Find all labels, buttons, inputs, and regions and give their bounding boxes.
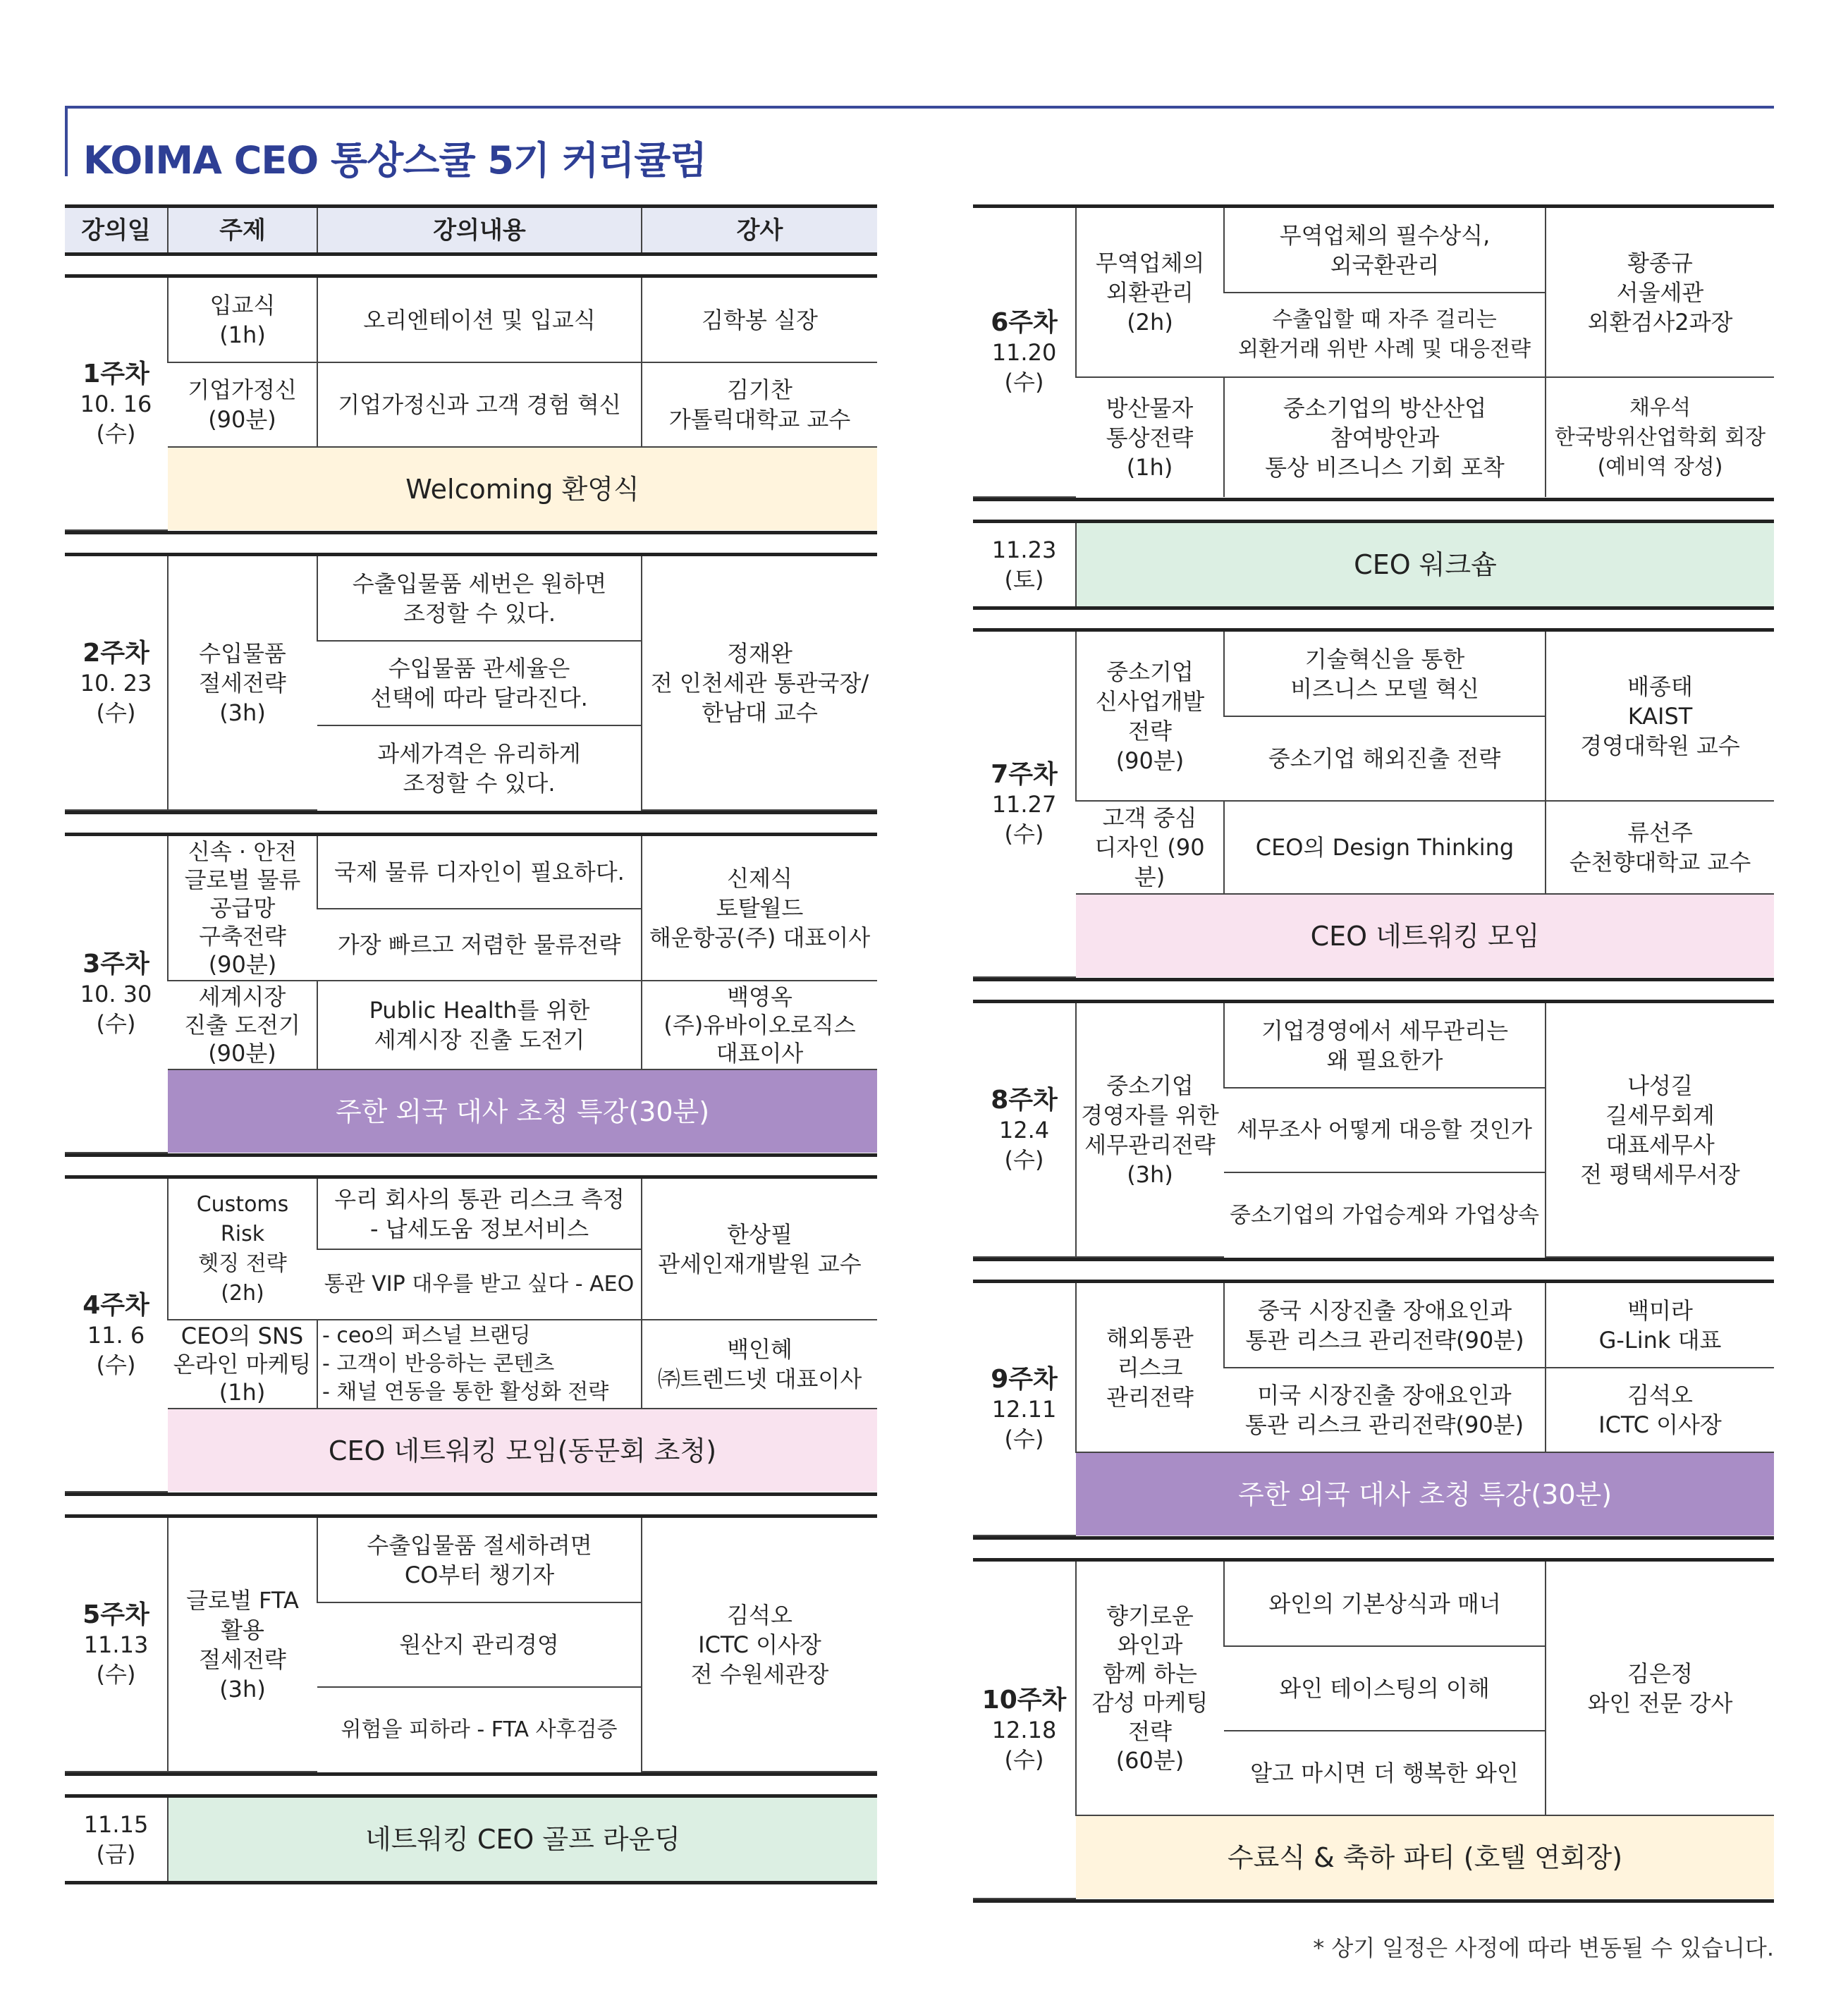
week-9	[973, 1280, 1774, 1540]
instructor-cell: 김석오 ICTC 이사장 전 수원세관장	[642, 1518, 877, 1772]
content-cell: 가장 빠르고 저렴한 물류전략	[317, 909, 642, 981]
topic-cell: 수입물품 절세전략 (3h)	[168, 556, 317, 810]
content-cell: 위험을 피하라 - FTA 사후검증	[341, 1717, 618, 1742]
event-date: 11.23	[991, 536, 1057, 563]
topic-cell: 중소기업 신사업개발 전략 (90분)	[1076, 632, 1224, 801]
week-10	[973, 1558, 1774, 1903]
week-date: 12.4	[998, 1116, 1050, 1143]
topic-cell: 신속 · 안전 글로벌 물류 공급망 구축전략 (90분)	[168, 836, 317, 981]
topic-cell: 향기로운 와인과 함께 하는 감성 마케팅 전략 (60분)	[1076, 1562, 1224, 1815]
week-label: 2주차	[82, 638, 149, 668]
instructor-cell: 배종태 KAIST 경영대학원 교수	[1546, 632, 1774, 801]
topic-cell: 글로벌 FTA 활용 절세전략 (3h)	[168, 1518, 317, 1772]
instructor-cell: 나성길 길세무회계 대표세무사 전 평택세무서장	[1546, 1003, 1774, 1257]
instructor-cell: 김석오 ICTC 이사장	[1546, 1368, 1774, 1452]
topic-cell: Customs Risk 헷징 전략 (2h)	[168, 1179, 317, 1320]
content-cell: 수출입할 때 자주 걸리는 외환거래 위반 사례 및 대응전략	[1224, 293, 1546, 377]
topic-cell: CEO의 SNS 온라인 마케팅 (1h)	[168, 1320, 317, 1409]
week-label: 5주차	[82, 1600, 149, 1629]
content-cell: 와인 테이스팅의 이해	[1224, 1646, 1546, 1731]
week-day: (수)	[1004, 1746, 1044, 1773]
content-cell: 중소기업의 방산산업 참여방안과 통상 비즈니스 기회 포착	[1224, 377, 1546, 497]
event-banner: CEO 네트워킹 모임(동문회 초청)	[168, 1409, 877, 1492]
week-date: 12.11	[991, 1395, 1057, 1423]
topic-cell: 고객 중심 디자인 (90분)	[1076, 801, 1224, 894]
title-accent-bar	[65, 106, 68, 176]
topic-cell: 해외통관 리스크 관리전략	[1076, 1283, 1224, 1452]
topic-cell: 방산물자 통상전략 (1h)	[1106, 394, 1194, 481]
content-cell: 중소기업 해외진출 전략	[1224, 716, 1546, 801]
content-cell: 기업경영에서 세무관리는 왜 필요한가	[1224, 1003, 1546, 1088]
event-banner: 네트워킹 CEO 골프 라운딩	[168, 1798, 877, 1881]
instructor-cell: 채우석 한국방위산업학회 회장 (예비역 장성)	[1546, 377, 1774, 497]
content-cell: 세무조사 어떻게 대응할 것인가	[1224, 1088, 1546, 1172]
content-cell: 중국 시장진출 장애요인과 통관 리스크 관리전략(90분)	[1224, 1283, 1546, 1368]
page-title: KOIMA CEO 통상스쿨 5기 커리큘럼	[83, 138, 706, 183]
week-date: 11.13	[83, 1631, 149, 1658]
instructor-cell: 백인혜 ㈜트렌드넷 대표이사	[642, 1320, 877, 1409]
topic-cell: 기업가정신 (90분)	[168, 362, 317, 447]
footnote: * 상기 일정은 사정에 따라 변동될 수 있습니다.	[1313, 1935, 1774, 1961]
week-day: (수)	[96, 419, 136, 447]
week-label: 8주차	[991, 1085, 1058, 1115]
table-header	[65, 204, 877, 256]
instructor-cell: 황종규 서울세관 외환검사2과장	[1546, 208, 1774, 377]
week-3-date	[65, 836, 168, 1153]
event-day: (금)	[96, 1841, 136, 1868]
event-day: (토)	[1004, 566, 1044, 593]
week-3	[65, 833, 877, 1157]
content-cell: Public Health를 위한 세계시장 진출 도전기	[317, 981, 642, 1069]
week-label: 3주차	[82, 950, 149, 979]
week-day: (수)	[96, 699, 136, 726]
week-9-date	[973, 1283, 1076, 1535]
topic-cell: 무역업체의 외환관리 (2h)	[1076, 208, 1224, 377]
week-day: (수)	[96, 1351, 136, 1378]
instructor-cell: 정재완 전 인천세관 통관국장/ 한남대 교수	[642, 556, 877, 810]
event-banner: CEO 네트워킹 모임	[1076, 894, 1774, 977]
week-6-date	[973, 208, 1076, 497]
event-banner: CEO 워크숍	[1076, 523, 1774, 606]
content-cell: 와인의 기본상식과 매너	[1224, 1562, 1546, 1646]
content-cell: 미국 시장진출 장애요인과 통관 리스크 관리전략(90분)	[1224, 1368, 1546, 1452]
week-day: (수)	[1004, 1425, 1044, 1452]
week-5-date	[65, 1518, 168, 1772]
content-cell: 수입물품 관세율은 선택에 따라 달라진다.	[317, 641, 642, 725]
instructor-cell: 김은정 와인 전문 강사	[1546, 1562, 1774, 1815]
week-8	[973, 1000, 1774, 1261]
content-cell: 수출입물품 절세하려면 CO부터 챙기자	[317, 1518, 642, 1602]
week-2	[65, 553, 877, 814]
workshop-date	[973, 523, 1076, 606]
week-7	[973, 628, 1774, 981]
golf-date	[65, 1798, 168, 1881]
week-label: 7주차	[991, 759, 1058, 789]
instructor-cell: 신제식 토탈월드 해운항공(주) 대표이사	[642, 836, 877, 981]
week-date: 11.20	[991, 338, 1057, 366]
content-cell: 원산지 관리경영	[317, 1602, 642, 1687]
event-date: 11.15	[83, 1811, 149, 1838]
week-4-date	[65, 1179, 168, 1492]
content-cell: 알고 마시면 더 행복한 와인	[1224, 1731, 1546, 1815]
event-banner: 수료식 & 축하 파티 (호텔 연회장)	[1076, 1815, 1774, 1899]
week-5	[65, 1514, 877, 1776]
week-6	[973, 204, 1774, 501]
header-date: 강의일	[65, 207, 168, 255]
workshop-event	[973, 520, 1774, 610]
week-label: 1주차	[82, 359, 149, 388]
week-label: 4주차	[82, 1290, 149, 1320]
week-date: 12.18	[991, 1716, 1057, 1743]
topic-cell: 입교식 (1h)	[168, 278, 317, 362]
content-cell: 수출입물품 세번은 원하면 조정할 수 있다.	[317, 556, 642, 641]
header-instructor: 강사	[642, 207, 877, 255]
instructor-cell: 백영옥 (주)유바이오로직스 대표이사	[642, 981, 877, 1069]
week-day: (수)	[1004, 820, 1044, 847]
instructor-cell: 류선주 순천향대학교 교수	[1546, 801, 1774, 894]
event-banner: 주한 외국 대사 초청 특강(30분)	[1076, 1452, 1774, 1535]
content-cell: 통관 VIP 대우를 받고 싶다 - AEO	[317, 1249, 642, 1320]
instructor-cell: 김기찬 가톨릭대학교 교수	[642, 362, 877, 447]
week-date: 11. 6	[87, 1321, 145, 1349]
event-banner: Welcoming 환영식	[168, 447, 877, 530]
instructor-cell: 김학봉 실장	[642, 278, 877, 362]
week-date: 10. 16	[80, 390, 152, 417]
instructor-cell: 백미라 G-Link 대표	[1546, 1283, 1774, 1368]
right-column	[973, 204, 1774, 1921]
week-day: (수)	[1004, 368, 1044, 396]
week-8-date	[973, 1003, 1076, 1257]
week-day: (수)	[1004, 1146, 1044, 1173]
golf-event	[65, 1794, 877, 1884]
topic-cell: 중소기업 경영자를 위한 세무관리전략 (3h)	[1076, 1003, 1224, 1257]
topic-cell: 세계시장 진출 도전기 (90분)	[168, 981, 317, 1069]
week-10-date	[973, 1562, 1076, 1899]
content-cell: 기업가정신과 고객 경험 혁신	[317, 362, 642, 447]
header-topic: 주제	[168, 207, 317, 255]
week-7-date	[973, 632, 1076, 977]
content-cell: 우리 회사의 통관 리스크 측정 - 납세도움 정보서비스	[317, 1179, 642, 1249]
week-day: (수)	[96, 1010, 136, 1037]
content-cell: 과세가격은 유리하게 조정할 수 있다.	[377, 740, 581, 797]
week-4	[65, 1175, 877, 1496]
instructor-cell: 한상필 관세인재개발원 교수	[642, 1179, 877, 1320]
week-2-date	[65, 556, 168, 810]
week-date: 11.27	[991, 790, 1057, 818]
content-cell: 국제 물류 디자인이 필요하다.	[317, 836, 642, 909]
week-label: 10주차	[981, 1685, 1067, 1715]
content-cell: 무역업체의 필수상식, 외국환관리	[1224, 208, 1546, 293]
content-cell: CEO의 Design Thinking	[1224, 801, 1546, 894]
content-cell: 오리엔테이션 및 입교식	[317, 278, 642, 362]
content-cell: 중소기업의 가업승계와 가업상속	[1230, 1202, 1539, 1228]
event-banner: 주한 외국 대사 초청 특강(30분)	[168, 1069, 877, 1153]
week-label: 9주차	[991, 1364, 1058, 1394]
week-date: 10. 30	[80, 981, 152, 1007]
week-label: 6주차	[991, 307, 1058, 337]
week-date: 10. 23	[80, 669, 152, 697]
header-content: 강의내용	[317, 207, 642, 255]
title-rule	[65, 106, 1774, 109]
content-cell: 기술혁신을 통한 비즈니스 모델 혁신	[1224, 632, 1546, 716]
content-cell: - ceo의 퍼스널 브랜딩 - 고객이 반응하는 콘텐츠 - 채널 연동을 통한 활성화 전략	[317, 1320, 642, 1409]
left-column	[65, 204, 877, 1903]
week-day: (수)	[96, 1660, 136, 1688]
week-1-date	[65, 278, 168, 530]
week-1	[65, 274, 877, 534]
